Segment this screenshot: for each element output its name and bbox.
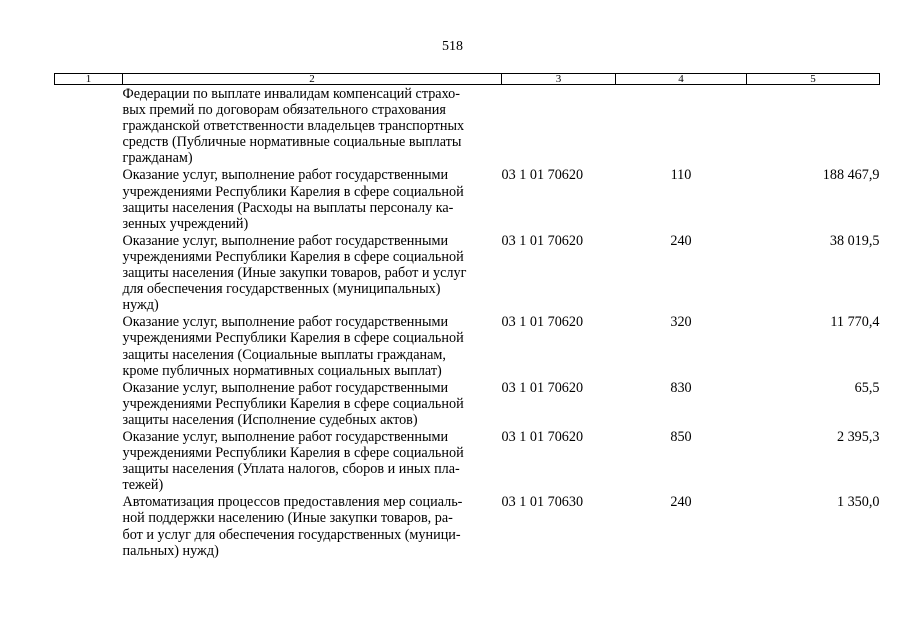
- column-header-2: 2: [123, 74, 502, 85]
- expense-type-cell: 110: [670, 167, 692, 184]
- column-header-3: 3: [502, 74, 616, 85]
- target-code-cell: 03 1 01 70620: [501, 428, 584, 445]
- column-header-5: 5: [747, 74, 880, 85]
- amount-cell: 1 350,0: [836, 494, 880, 511]
- table-row: [55, 232, 880, 313]
- expense-name-line: учреждениями Республики Карелия в сфере социальной: [122, 248, 464, 265]
- page-number: 518: [442, 39, 463, 54]
- expense-name-cell: [123, 232, 502, 313]
- table-row: [55, 428, 880, 493]
- expense-name-line: защиты населения (Социальные выплаты гражданам,: [122, 346, 446, 363]
- expense-name-cell: [123, 428, 502, 493]
- expense-name-line: Оказание услуг, выполнение работ государственными: [122, 379, 449, 396]
- expense-name-cell: [123, 85, 502, 167]
- amount-cell: 65,5: [854, 379, 880, 396]
- expense-name-line: тежей): [122, 477, 164, 494]
- row-number-cell: [55, 379, 123, 428]
- column-header-4: 4: [616, 74, 747, 85]
- expense-name-line: учреждениями Республики Карелия в сфере социальной: [122, 445, 464, 462]
- expense-name-line: Оказание услуг, выполнение работ государственными: [122, 232, 449, 249]
- expense-name-line: Автоматизация процессов предоставления мер социаль-: [122, 494, 463, 511]
- table-body: [55, 85, 880, 559]
- expense-name-cell: [123, 166, 502, 231]
- expense-name-line: учреждениями Республики Карелия в сфере социальной: [122, 330, 464, 347]
- target-code-cell: 03 1 01 70620: [501, 379, 584, 396]
- expense-name-line: кроме публичных нормативных социальных выплат): [122, 362, 442, 379]
- table-row: [55, 85, 880, 167]
- expense-name-line: защиты населения (Уплата налогов, сборов и иных пла-: [122, 461, 460, 478]
- expense-type-cell: 830: [670, 379, 692, 396]
- amount-cell: 11 770,4: [830, 314, 880, 331]
- column-header-1: 1: [55, 74, 123, 85]
- expense-name-line: Оказание услуг, выполнение работ государственными: [122, 314, 449, 331]
- expense-type-cell: 850: [670, 428, 692, 445]
- expense-name-line: защиты населения (Иные закупки товаров, работ и услуг: [122, 265, 467, 282]
- target-code-cell: 03 1 01 70620: [501, 232, 584, 249]
- expense-name-line: бот и услуг для обеспечения государственных (муници-: [122, 526, 461, 543]
- amount-cell: 2 395,3: [836, 428, 880, 445]
- expense-name-cell: [123, 493, 502, 558]
- expense-name-line: нужд): [122, 297, 159, 314]
- row-number-cell: [55, 232, 123, 313]
- expense-name-line: средств (Публичные нормативные социальные выплаты: [122, 134, 462, 151]
- amount-cell: 188 467,9: [822, 167, 880, 184]
- amount-cell: [747, 85, 880, 167]
- target-code-cell: 03 1 01 70620: [501, 167, 584, 184]
- target-code-cell: [502, 85, 616, 167]
- row-number-cell: [55, 166, 123, 231]
- expense-name-cell: [123, 379, 502, 428]
- amount-cell: 38 019,5: [829, 232, 880, 249]
- expense-type-cell: [616, 85, 747, 167]
- expense-type-cell: 240: [670, 494, 692, 511]
- expense-name-line: Оказание услуг, выполнение работ государственными: [122, 428, 449, 445]
- expense-name-line: зенных учреждений): [122, 215, 249, 232]
- expense-name-line: для обеспечения государственных (муниципальных): [122, 281, 441, 298]
- expense-name-line: пальных) нужд): [122, 542, 219, 559]
- row-number-cell: [55, 85, 123, 167]
- table-row: [55, 379, 880, 428]
- expense-name-line: учреждениями Республики Карелия в сфере социальной: [122, 395, 464, 412]
- expense-name-line: Федерации по выплате инвалидам компенсаций страхо-: [122, 86, 460, 102]
- row-number-cell: [55, 428, 123, 493]
- expense-name-line: защиты населения (Расходы на выплаты персоналу ка-: [122, 199, 454, 216]
- expense-name-line: вых премий по договорам обязательного страхования: [122, 102, 446, 119]
- header-row: [55, 74, 880, 85]
- table-row: [55, 493, 880, 558]
- expense-name-line: учреждениями Республики Карелия в сфере социальной: [122, 183, 464, 200]
- row-number-cell: [55, 493, 123, 558]
- expense-name-line: защиты населения (Исполнение судебных актов): [122, 411, 418, 428]
- table-row: [55, 313, 880, 378]
- expense-name-line: гражданам): [122, 150, 193, 167]
- table-row: [55, 166, 880, 231]
- expense-name-cell: [123, 313, 502, 378]
- expense-type-cell: 240: [670, 232, 692, 249]
- target-code-cell: 03 1 01 70630: [501, 494, 584, 511]
- expense-name-line: гражданской ответственности владельцев транспортных: [122, 118, 465, 135]
- expense-type-cell: 320: [670, 314, 692, 331]
- expense-name-line: Оказание услуг, выполнение работ государственными: [122, 167, 449, 184]
- target-code-cell: 03 1 01 70620: [501, 314, 584, 331]
- budget-table: [54, 73, 880, 559]
- expense-name-line: ной поддержки населению (Иные закупки товаров, ра-: [122, 510, 453, 527]
- row-number-cell: [55, 313, 123, 378]
